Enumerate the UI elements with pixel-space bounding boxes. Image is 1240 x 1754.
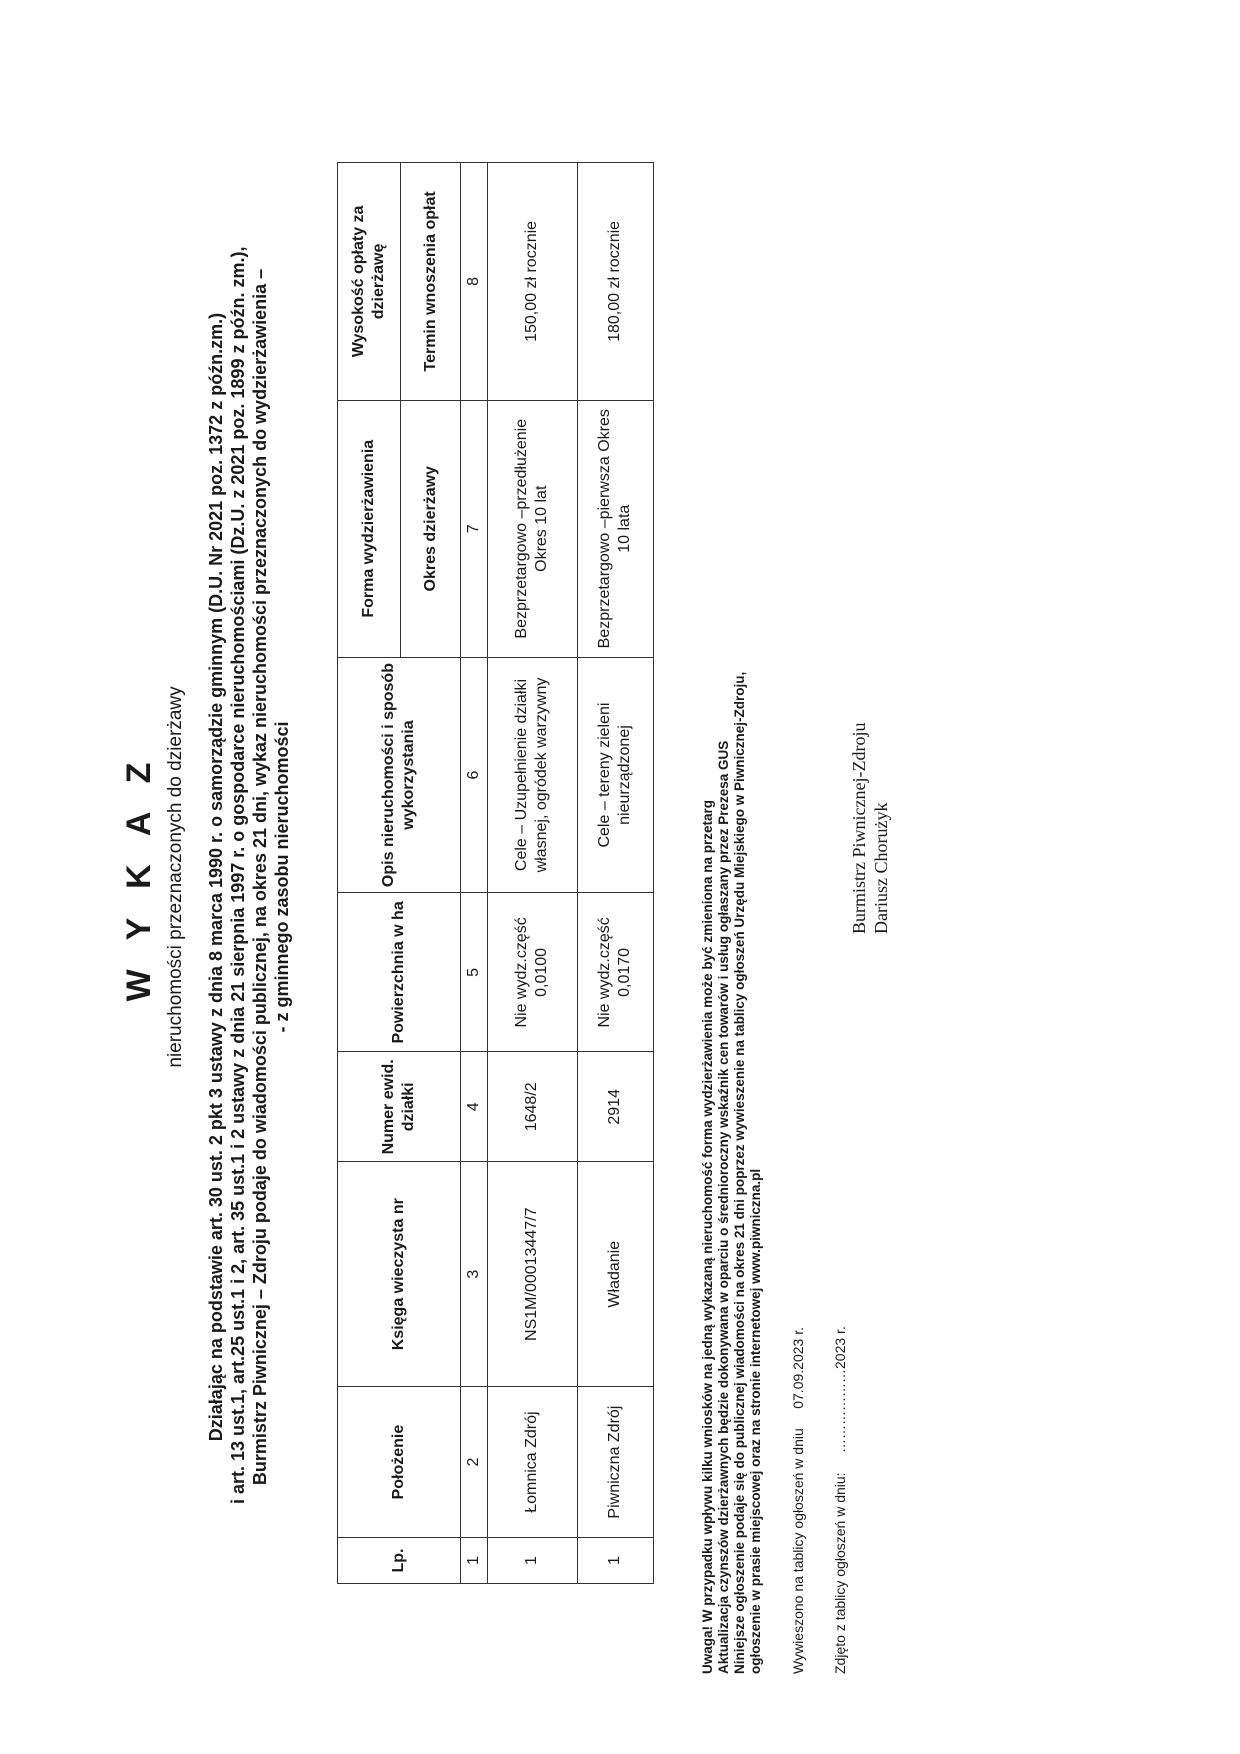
legal-line: Działając na podstawie art. 30 ust. 2 pkt 3 ustawy z dnia 8 marca 1990 r. o samorządzie gminnym (D.U. Nr 2021 poz. 1372 z późn.zm.) bbox=[206, 312, 226, 1442]
cell-ksiega: NS1M/00013447/7 bbox=[487, 1162, 577, 1387]
header-wysokosc: Wysokość opłaty za dzierżawę bbox=[338, 163, 401, 401]
signature-block bbox=[848, 723, 892, 934]
header-numer-dzialki: Numer ewid. działki bbox=[338, 1052, 461, 1162]
cell-opis: Cele – tereny zieleni nieurządzonej bbox=[577, 657, 653, 893]
header-powierzchnia: Powierzchnia w ha bbox=[338, 893, 461, 1052]
header-okres: Okres dzierżawy bbox=[400, 400, 461, 657]
cell-forma: Bezprzetargowo –przedłużenie Okres 10 lat bbox=[487, 400, 577, 657]
cell-lp: 1 bbox=[487, 1538, 577, 1584]
column-number: 5 bbox=[461, 893, 487, 1052]
cell-forma: Bezprzetargowo –pierwsza Okres 10 lata bbox=[577, 400, 653, 657]
column-number: 2 bbox=[461, 1387, 487, 1538]
table-header-row bbox=[338, 163, 401, 1584]
header-termin: Termin wnoszenia opłat bbox=[400, 163, 461, 401]
removed-date: ………………2023 r. bbox=[832, 1326, 848, 1453]
legal-line: - z gminnego zasobu nieruchomości bbox=[272, 721, 292, 1033]
note-line: ogłoszenie w prasie miejscowej oraz na stronie internetowej www.piwniczna.pl bbox=[748, 1168, 763, 1674]
cell-numer: 2914 bbox=[577, 1052, 653, 1162]
note-line: Aktualizacja czynszów dzierżawnych będzie dokonywana w oparciu o średnioroczny wskaźnik cen towarów i usług ogłaszany przez Prezesa GUS bbox=[716, 740, 731, 1674]
column-number: 7 bbox=[461, 400, 487, 657]
cell-lp: 1 bbox=[577, 1538, 653, 1584]
legal-line: i art. 13 ust.1, art.25 ust.1 i 2, art. 35 ust.1 i 2 ustawy z dnia 21 sierpnia 1997 r. o gospodarce nieruchomościami (Dz.U. z 2021 poz. 1899 z późn. zm.), bbox=[228, 246, 248, 1504]
column-number: 8 bbox=[461, 163, 487, 401]
posted-label: Wywieszono na tablicy ogłoszeń w dniu bbox=[790, 1428, 806, 1674]
removed-date-line bbox=[832, 1326, 848, 1674]
note-line: Niniejsze ogłoszenie podaje się do publicznej wiadomości na okres 21 dni poprzez wywieszenie na tablicy ogłoszeń Urzędu Miejskiego w Piwnicznej-Zdroju, bbox=[732, 671, 747, 1674]
header-lp: Lp. bbox=[338, 1538, 461, 1584]
legal-basis-text bbox=[205, 246, 293, 1504]
posted-date-line bbox=[790, 1327, 806, 1674]
notes-section bbox=[700, 672, 764, 1674]
table-row bbox=[487, 163, 577, 1584]
header-opis: Opis nieruchomości i sposób wykorzystania bbox=[338, 657, 461, 893]
posted-date: 07.09.2023 r. bbox=[790, 1327, 806, 1409]
signature-name: Dariusz Chorużyk bbox=[871, 802, 891, 934]
cell-oplata: 180,00 zł rocznie bbox=[577, 163, 653, 401]
legal-line: Burmistrz Piwnicznej – Zdroju podaje do wiadomości publicznej, na okres 21 dni, wykaz nieruchomości przeznaczonych do wydzierżawienia – bbox=[250, 268, 270, 1486]
document-title: W Y K A Z bbox=[120, 752, 158, 1002]
column-number: 4 bbox=[461, 1052, 487, 1162]
cell-opis: Cele – Uzupełnienie działki własnej, ogródek warzywny bbox=[487, 657, 577, 893]
header-polozenie: Położenie bbox=[338, 1387, 461, 1538]
header-forma: Forma wydzierżawienia bbox=[338, 400, 401, 657]
cell-polozenie: Piwniczna Zdrój bbox=[577, 1387, 653, 1538]
column-number: 3 bbox=[461, 1162, 487, 1387]
cell-ksiega: Władanie bbox=[577, 1162, 653, 1387]
cell-oplata: 150,00 zł rocznie bbox=[487, 163, 577, 401]
document-subtitle: nieruchomości przeznaczonych do dzierżawy bbox=[165, 686, 186, 1068]
note-line: Uwaga! W przypadku wpływu kilku wniosków na jedną wykazaną nieruchomość forma wydzierżawienia może być zmieniona na przetarg bbox=[700, 800, 715, 1674]
column-number-row bbox=[461, 163, 487, 1584]
header-ksiega-wieczysta: Księga wieczysta nr bbox=[338, 1162, 461, 1387]
cell-numer: 1648/2 bbox=[487, 1052, 577, 1162]
cell-polozenie: Łomnica Zdrój bbox=[487, 1387, 577, 1538]
property-table bbox=[337, 162, 654, 1584]
column-number: 1 bbox=[461, 1538, 487, 1584]
table-row bbox=[577, 163, 653, 1584]
removed-label: Zdjęto z tablicy ogłoszeń w dniu: bbox=[832, 1472, 848, 1674]
signature-title: Burmistrz Piwnicznej-Zdroju bbox=[849, 722, 869, 934]
cell-powierzchnia: Nie wydz.część 0,0100 bbox=[487, 893, 577, 1052]
column-number: 6 bbox=[461, 657, 487, 893]
cell-powierzchnia: Nie wydz.część 0,0170 bbox=[577, 893, 653, 1052]
